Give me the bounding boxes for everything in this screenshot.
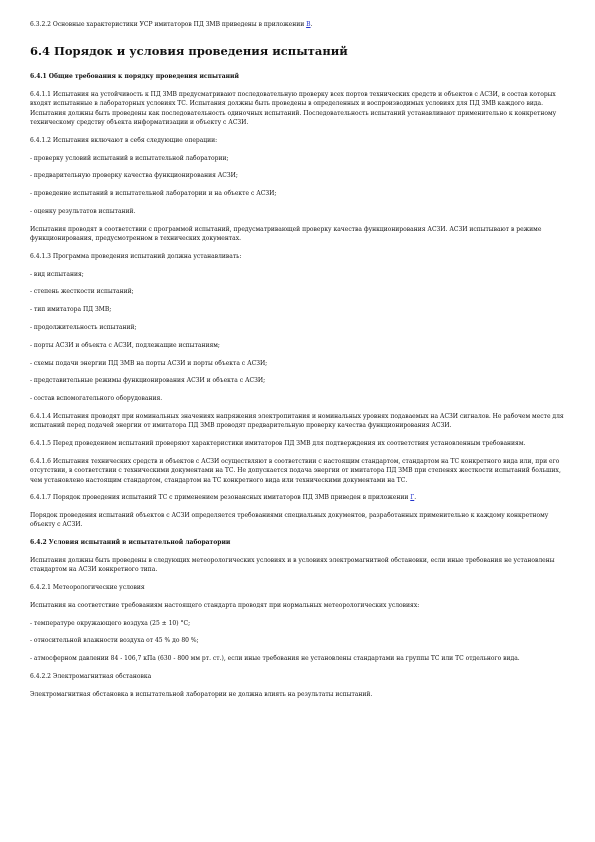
list-item: - проведение испытаний в испытательной лаборатории и на объекте с АСЗИ; — [30, 190, 277, 198]
paragraph-6412: 6.4.1.2 Испытания включают в себя следующие операции: — [30, 136, 218, 144]
paragraph-6416: 6.4.1.6 Испытания технических средств и объектов с АСЗИ осуществляют в соответствии с настоящим стандартом, стандартом на ТС конкретного вида или, при его отсутствии, в соответствии с техническими документами на ТС. Не допускается подача энергии от имитатора ПД ЗМВ при степенях жесткости испытаний больших, чем установлено настоящим стандартом, стандартом на ТС конкретного вида или техническими документами на ТС. — [30, 457, 561, 484]
section-heading-6-4: 6.4 Порядок и условия проведения испытаний — [30, 44, 348, 59]
document-page — [30, 0, 570, 708]
paragraph-6413: 6.4.1.3 Программа проведения испытаний должна устанавливать: — [30, 252, 242, 260]
paragraph-642: Испытания должны быть проведены в следующих метеорологических условиях и в условиях электромагнитной обстановки, если иные требования не установлены стандартом на АСЗИ конкретного типа. — [30, 557, 555, 574]
appendix-v-link[interactable]: В — [306, 21, 311, 28]
list-item: - температуре окружающего воздуха (25 ± 10) °С; — [30, 619, 191, 627]
paragraph-6421: Испытания на соответствие требованиям настоящего стандарта проводят при нормальных метеорологических условиях: — [30, 601, 420, 609]
paragraph-6322 — [30, 20, 570, 29]
list-item: - тип имитатора ПД ЗМВ; — [30, 306, 112, 314]
paragraph-6417 — [30, 493, 570, 502]
subsection-heading-641: 6.4.1 Общие требования к порядку проведения испытаний — [30, 73, 239, 81]
paragraph-program: Испытания проводят в соответствии с программой испытаний, предусматривающей проверку качества функционирования АСЗИ. АСЗИ испытывают в режиме функционирования, предусмотренном в технических документах. — [30, 225, 542, 243]
list-item: - относительной влажности воздуха от 45 % до 80 %; — [30, 637, 199, 645]
paragraph-text: 6.4.1.7 Порядок проведения испытаний ТС с применением резонансных имитаторов ПД ЗМВ приведен в приложении — [30, 494, 411, 502]
paragraph-6415: 6.4.1.5 Перед проведением испытаний проверяют характеристики имитаторов ПД ЗМВ для подтверждения их соответствия установленным требованиям. — [30, 440, 526, 448]
list-item: - схемы подачи энергии ПД ЗМВ на порты АСЗИ и порты объекта с АСЗИ; — [30, 359, 268, 367]
list-item: - продолжительность испытаний; — [30, 324, 137, 332]
paragraph-6414: 6.4.1.4 Испытания проводят при номинальных значениях напряжения электропитания и номинальных уровнях подаваемых на АСЗИ сигналов. Не рабочем месте для испытаний перед подачей энергии от имитатора ПД ЗМВ проводят предварительную проверку качества функционирования АСЗИ. — [30, 413, 564, 430]
subsection-heading-642: 6.4.2 Условия испытаний в испытательной лаборатории — [30, 539, 231, 547]
list-item: - проверку условий испытаний в испытательной лаборатории; — [30, 154, 229, 162]
subsection-heading-6421: 6.4.2.1 Метеорологические условия — [30, 584, 145, 592]
list-item: - представительные режимы функционирования АСЗИ и объекта с АСЗИ; — [30, 377, 266, 385]
paragraph-6422: Электромагнитная обстановка в испытательной лаборатории не должна влиять на результаты испытаний. — [30, 690, 373, 698]
appendix-g-link[interactable]: Г — [410, 494, 415, 502]
list-item: - порты АСЗИ и объекта с АСЗИ, подлежащие испытаниям; — [30, 341, 220, 349]
subsection-heading-6422: 6.4.2.2 Электромагнитная обстановка — [30, 673, 152, 681]
list-item: - атмосферном давлении 84 - 106,7 кПа (630 - 800 мм рт. ст.), если иные требования не установлены стандартами на группы ТС или ТС отдельного вида. — [30, 655, 520, 663]
list-item: - состав вспомогательного оборудования. — [30, 395, 163, 403]
paragraph-6411: 6.4.1.1 Испытания на устойчивость к ПД ЗМВ предусматривают последовательную проверку всех портов технических средств и объектов с АСЗИ, в состав которых входят испытанные в лабораторных условиях ТС. Испытания должны быть проведены в определенных и воспроизводимых условиях для ПД ЗМВ каждого вида. Испытания должны быть проведены как последовательность одиночных испытаний. Последовательность испытаний устанавливают применительно к конкретному техническому средству объекта информатизации и объекту с АСЗИ. — [30, 91, 557, 126]
list-item: - оценку результатов испытаний. — [30, 207, 136, 215]
paragraph-objects: Порядок проведения испытаний объектов с АСЗИ определяется требованиями специальных документов, разработанных применительно к каждому конкретному объекту с АСЗИ. — [30, 512, 549, 529]
list-item: - вид испытания; — [30, 270, 84, 278]
paragraph-tail: . — [414, 494, 417, 502]
list-item: - предварительную проверку качества функционирования АСЗИ; — [30, 172, 238, 180]
paragraph-tail: . — [310, 21, 313, 28]
list-item: - степень жесткости испытаний; — [30, 288, 134, 296]
paragraph-text: 6.3.2.2 Основные характеристики УСР имитаторов ПД ЗМВ приведены в приложении — [30, 21, 307, 28]
